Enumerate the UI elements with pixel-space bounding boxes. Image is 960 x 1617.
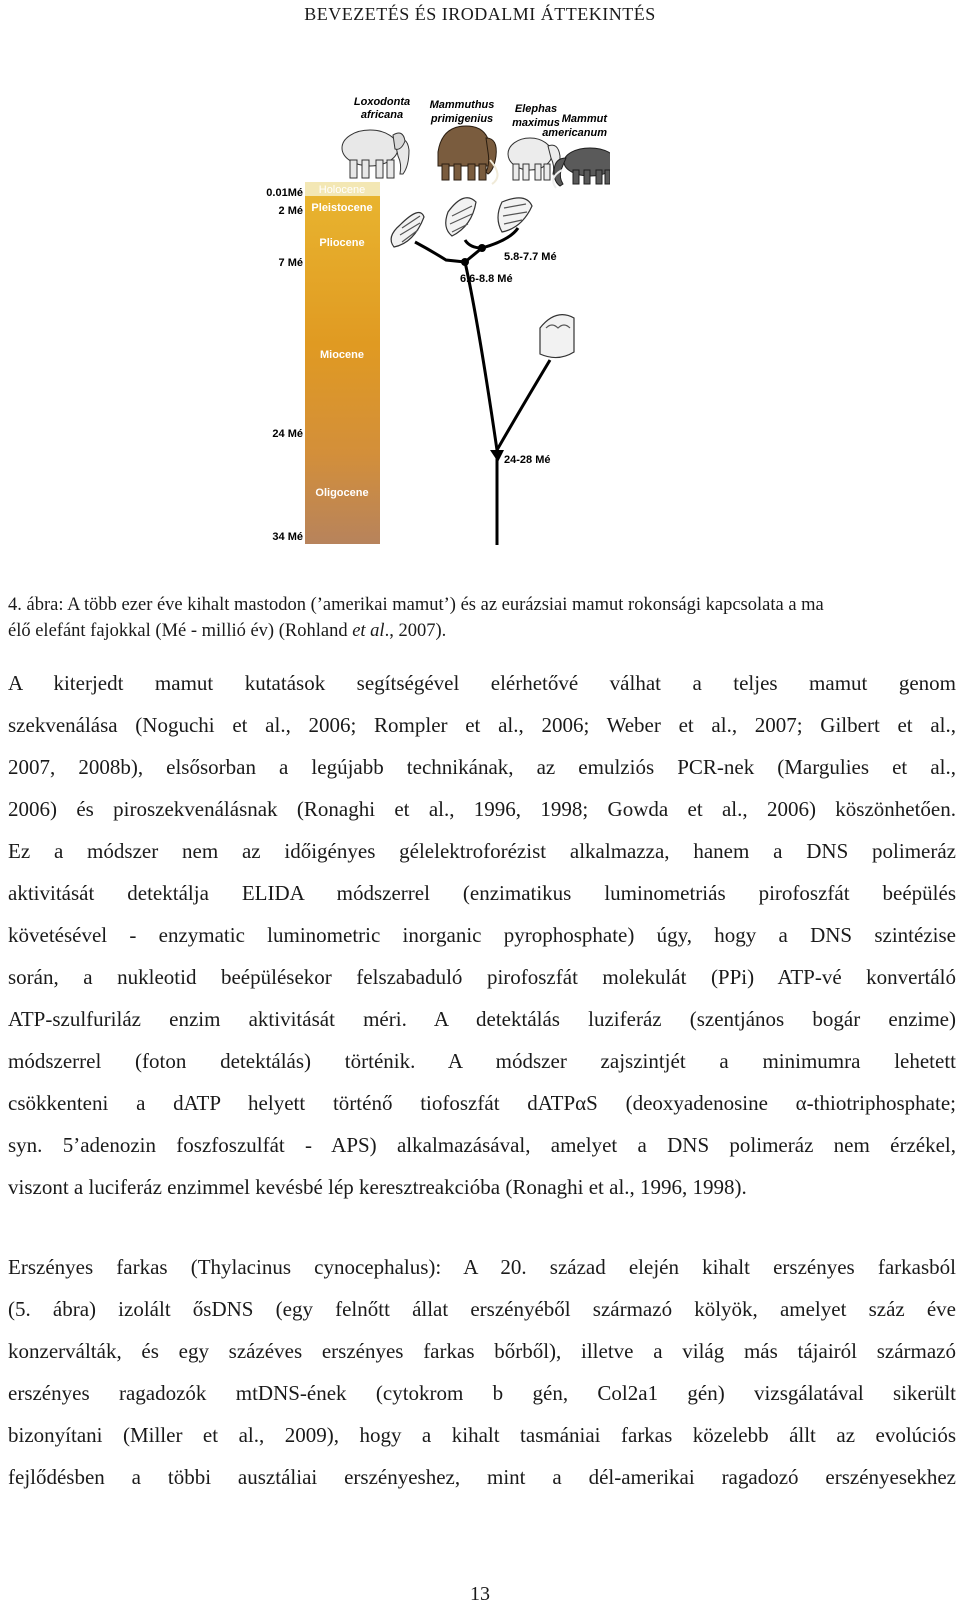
species-loxodonta-2: africana: [360, 109, 404, 121]
mammuthus-silhouette: [438, 126, 498, 184]
epoch-miocene: Miocene: [319, 349, 365, 361]
paragraph-line: A kiterjedt mamut kutatások segítségével elérhetővé válhat a teljes mamut genom: [8, 671, 956, 695]
species-loxodonta: Loxodonta: [353, 96, 411, 108]
paragraph-genome-sequencing: [8, 662, 956, 1208]
figure-caption: [8, 592, 956, 644]
epoch-oligocene: Oligocene: [315, 487, 369, 499]
paragraph-line: aktivitását detektálja ELIDA módszerrel (enzimatikus luminometriás pirofoszfát beépülés: [8, 881, 956, 905]
paragraph-line: erszényes ragadozók mtDNS-ének (cytokrom b gén, Col2a1 gén) vizsgálatával sikerült: [8, 1381, 956, 1405]
loxodonta-silhouette: [342, 130, 409, 178]
paragraph-line: ATP-szulfuriláz enzim aktivitását méri. A detektálás luziferáz (szentjános bogár enzime): [8, 1007, 956, 1031]
paragraph-line: szekvenálása (Noguchi et al., 2006; Rompler et al., 2006; Weber et al., 2007; Gilbert et al.,: [8, 713, 956, 737]
caption-et-al: et al: [352, 621, 385, 641]
node-label-24-28: 24-28 Mé: [504, 454, 551, 466]
molar-mammuthus: [446, 198, 476, 236]
paragraph-line: követésével - enzymatic luminometric inorganic pyrophosphate) úgy, hogy a DNS szintézise: [8, 923, 956, 947]
time-mark-24: 24 Mé: [272, 428, 303, 440]
species-mammuthus: Mammuthus: [429, 99, 495, 111]
paragraph-line: során, a nukleotid beépülésekor felszabaduló pirofoszfát molekulát (PPi) ATP-vé konvertáló: [8, 965, 956, 989]
paragraph-line: (5. ábra) izolált ősDNS (egy felnőtt állat erszényéből származó kölyök, amelyet száz éve: [8, 1297, 956, 1321]
epoch-pliocene: Pliocene: [319, 237, 365, 249]
node-5.8-7.7: [478, 244, 486, 252]
paragraph-line: 2007, 2008b), elsősorban a legújabb technikának, az emulziós PCR-nek (Margulies et al.,: [8, 755, 956, 779]
node-label-5.8-7.7: 5.8-7.7 Mé: [504, 251, 557, 263]
branch-mammut: [497, 360, 550, 450]
caption-line-1: 4. ábra: A több ezer éve kihalt mastodon (’amerikai mamut’) és az eurázsiai mamut rokonsági kapcsolata a ma: [8, 595, 824, 615]
paragraph-line: fejlődésben a többi ausztáliai erszényeshez, mint a dél-amerikai ragadozó erszényesekhez: [8, 1465, 956, 1489]
paragraph-line: Ez a módszer nem az időigényes gélelektroforézist alkalmazza, hanem a DNS polimeráz: [8, 839, 956, 863]
epoch-holocene: Holocene: [318, 184, 366, 196]
paragraph-line: bizonyítani (Miller et al., 2009), hogy a kihalt tasmániai farkas közelebb állt az evolúciós: [8, 1423, 956, 1447]
species-mammut-2: americanum: [542, 127, 607, 139]
molar-loxodonta: [391, 213, 424, 248]
paragraph-line: módszerrel (foton detektálás) történik. A módszer zajszintjét a minimumra lehetett: [8, 1049, 956, 1073]
paragraph-line: viszont a luciferáz enzimmel kevésbé lép keresztreakcióba (Ronaghi et al., 1996, 1998).: [8, 1175, 747, 1199]
paragraph-thylacine: [8, 1246, 956, 1498]
paragraph-line: Erszényes farkas (Thylacinus cynocephalus): A 20. század elején kihalt erszényes farkasból: [8, 1255, 956, 1279]
caption-line-2a: élő elefánt fajokkal (Mé - millió év) (Rohland: [8, 621, 353, 641]
time-mark-2: 2 Mé: [278, 205, 303, 217]
epoch-pleistocene: Pleistocene: [311, 202, 373, 214]
paragraph-line: csökkenteni a dATP helyett történő tiofoszfát dATPαS (deoxyadenosine α-thiotriphosphate;: [8, 1091, 956, 1115]
species-elephas-2: maximus: [512, 117, 560, 129]
page-number: 13: [470, 1583, 490, 1605]
branch-loxodonta: [415, 242, 465, 262]
caption-line-2c: ., 2007).: [384, 621, 447, 641]
time-mark-0.01: 0.01Mé: [266, 187, 303, 199]
node-label-6.6-8.8: 6.6-8.8 Mé: [460, 273, 513, 285]
node-6.6-8.8: [461, 258, 469, 266]
species-elephas: Elephas: [514, 103, 558, 115]
mammut-silhouette: [553, 148, 610, 188]
paragraph-line: syn. 5’adenozin foszfoszulfát - APS) alkalmazásával, amelyet a DNS polimeráz nem érzékel,: [8, 1133, 956, 1157]
phylogeny-figure: [250, 90, 610, 570]
molar-elephas: [498, 198, 532, 232]
time-mark-34: 34 Mé: [272, 531, 303, 543]
species-mammut: Mammut: [561, 113, 607, 125]
paragraph-line: konzerválták, és egy százéves erszényes farkas bőrből), illetve a világ más tájairól származó: [8, 1339, 956, 1363]
paragraph-line: 2006) és piroszekvenálásnak (Ronaghi et al., 1996, 1998; Gowda et al., 2006) köszönhetően.: [8, 797, 956, 821]
molar-mammut: [540, 315, 574, 358]
branch-elephas: [482, 228, 518, 248]
time-mark-7: 7 Mé: [278, 257, 303, 269]
species-mammuthus-2: primigenius: [430, 113, 494, 125]
elephas-silhouette: [508, 138, 560, 180]
node-24-28: [490, 450, 504, 462]
branch-elephantidae-stem: [465, 262, 497, 450]
running-header: BEVEZETÉS ÉS IRODALMI ÁTTEKINTÉS: [304, 4, 656, 24]
